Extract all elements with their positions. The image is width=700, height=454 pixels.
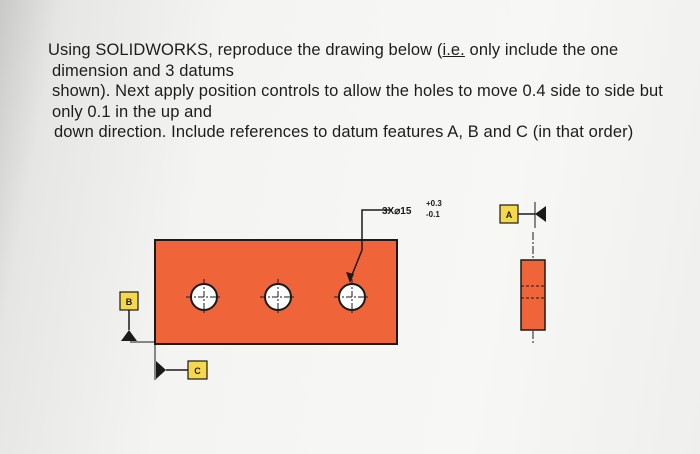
instructions-line-1-end: only include the one: [464, 41, 619, 59]
instructions-line-3: shown). Next apply position controls to allow the holes to move 0.4 side to side but: [52, 82, 663, 100]
datum-b-symbol: [120, 292, 155, 342]
hole-callout-text: 3X⌀15: [382, 206, 412, 217]
instructions-line-1-start: Using SOLIDWORKS, reproduce the drawing below (: [48, 41, 443, 59]
datum-c-symbol: [155, 344, 207, 380]
side-view-plate: [521, 260, 545, 330]
instructions-line-4: only 0.1 in the up and: [52, 102, 212, 121]
datum-c-letter: C: [194, 366, 201, 376]
datum-b-letter: B: [125, 297, 133, 307]
hole-tolerance-lower: -0.1: [426, 210, 440, 219]
datum-a-letter: A: [505, 210, 513, 220]
instructions-ie-abbrev: i.e.: [442, 41, 465, 59]
hole-tolerance-upper: +0.3: [426, 199, 442, 208]
instructions-line-5: down direction. Include references to datum features A, B and C (in that order): [54, 123, 634, 141]
instructions-line-2: dimension and 3 datums: [52, 61, 234, 80]
datum-a-symbol: [500, 202, 546, 228]
